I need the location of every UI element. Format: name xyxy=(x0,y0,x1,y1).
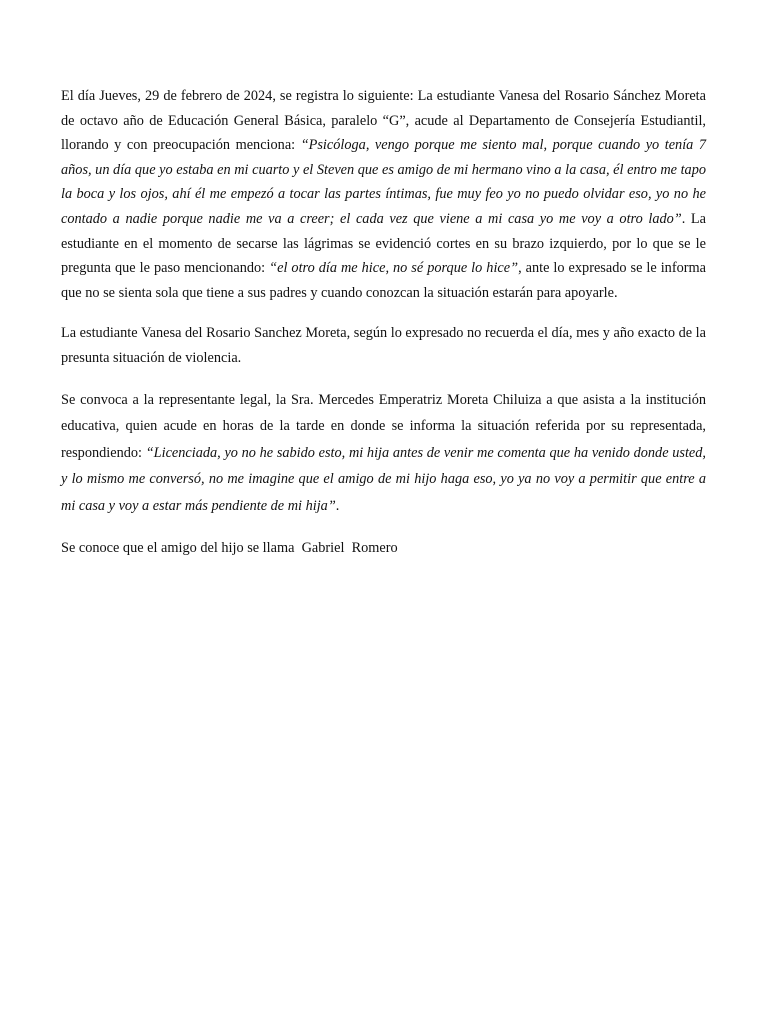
paragraph-1-end: , ante lo expresado se le informa que no se sienta sola que tiene a sus padres y cuando conozcan la situación estarán para apoyarle. xyxy=(61,260,706,301)
paragraph-aggressor-name: Se conoce que el amigo del hijo se llama Gabriel Romero xyxy=(61,539,398,556)
paragraph-1-intro: El día Jueves, 29 de febrero de 2024, se registra lo siguiente: La estudiante Vanesa del Rosario Sánchez Moreta de octavo año de Educación General Básica, paralelo “G”, acude al Departamento de Consejería Estudiantil, llorando y con preocupación menciona: xyxy=(61,88,706,154)
paragraph-1-middle: . La estudiante en el momento de secarse las lágrimas se evidenció cortes en su brazo izquierdo, por lo que se le pregunta que le paso mencionando: xyxy=(61,210,706,277)
paragraph-guardian-meeting xyxy=(61,387,706,520)
paragraph-3-end: . xyxy=(335,497,340,514)
paragraph-3-intro: Se convoca a la representante legal, la Sra. Mercedes Emperatriz Moreta Chiluiza a que asista a la institución educativa, quien acude en horas de la tarde en donde se informa la situación referida por su representada, respondiendo: xyxy=(61,391,706,461)
guardian-quote: “Licenciada, yo no he sabido esto, mi hija antes de venir me comenta que ha venido donde usted, y lo mismo me conversó, no me imagine que el amigo de mi hijo haga eso, yo ya no voy a permitir que entre a mi casa y voy a estar más pendiente de mi hija” xyxy=(61,444,707,514)
paragraph-date-unknown: La estudiante Vanesa del Rosario Sanchez Moreta, según lo expresado no recuerda el día, mes y año exacto de la presunta situación de violencia. xyxy=(61,325,706,366)
student-quote: “Psicóloga, vengo porque me siento mal, porque cuando yo tenía 7 años, un día que yo estaba en mi cuarto y el Steven que es amigo de mi hermano vino a la casa, él entro me tapo la boca y los ojos, ahí él me empezó a tocar las partes íntimas, fue muy feo yo no puedo olvidar eso, yo no he contado a nadie porque nadie me va a creer; el cada vez que viene a mi casa yo me voy a otro lado” xyxy=(61,137,706,227)
document-body xyxy=(61,84,706,576)
student-quote-2: “el otro día me hice, no sé porque lo hice” xyxy=(269,260,519,277)
paragraph-incident-report xyxy=(61,84,706,305)
